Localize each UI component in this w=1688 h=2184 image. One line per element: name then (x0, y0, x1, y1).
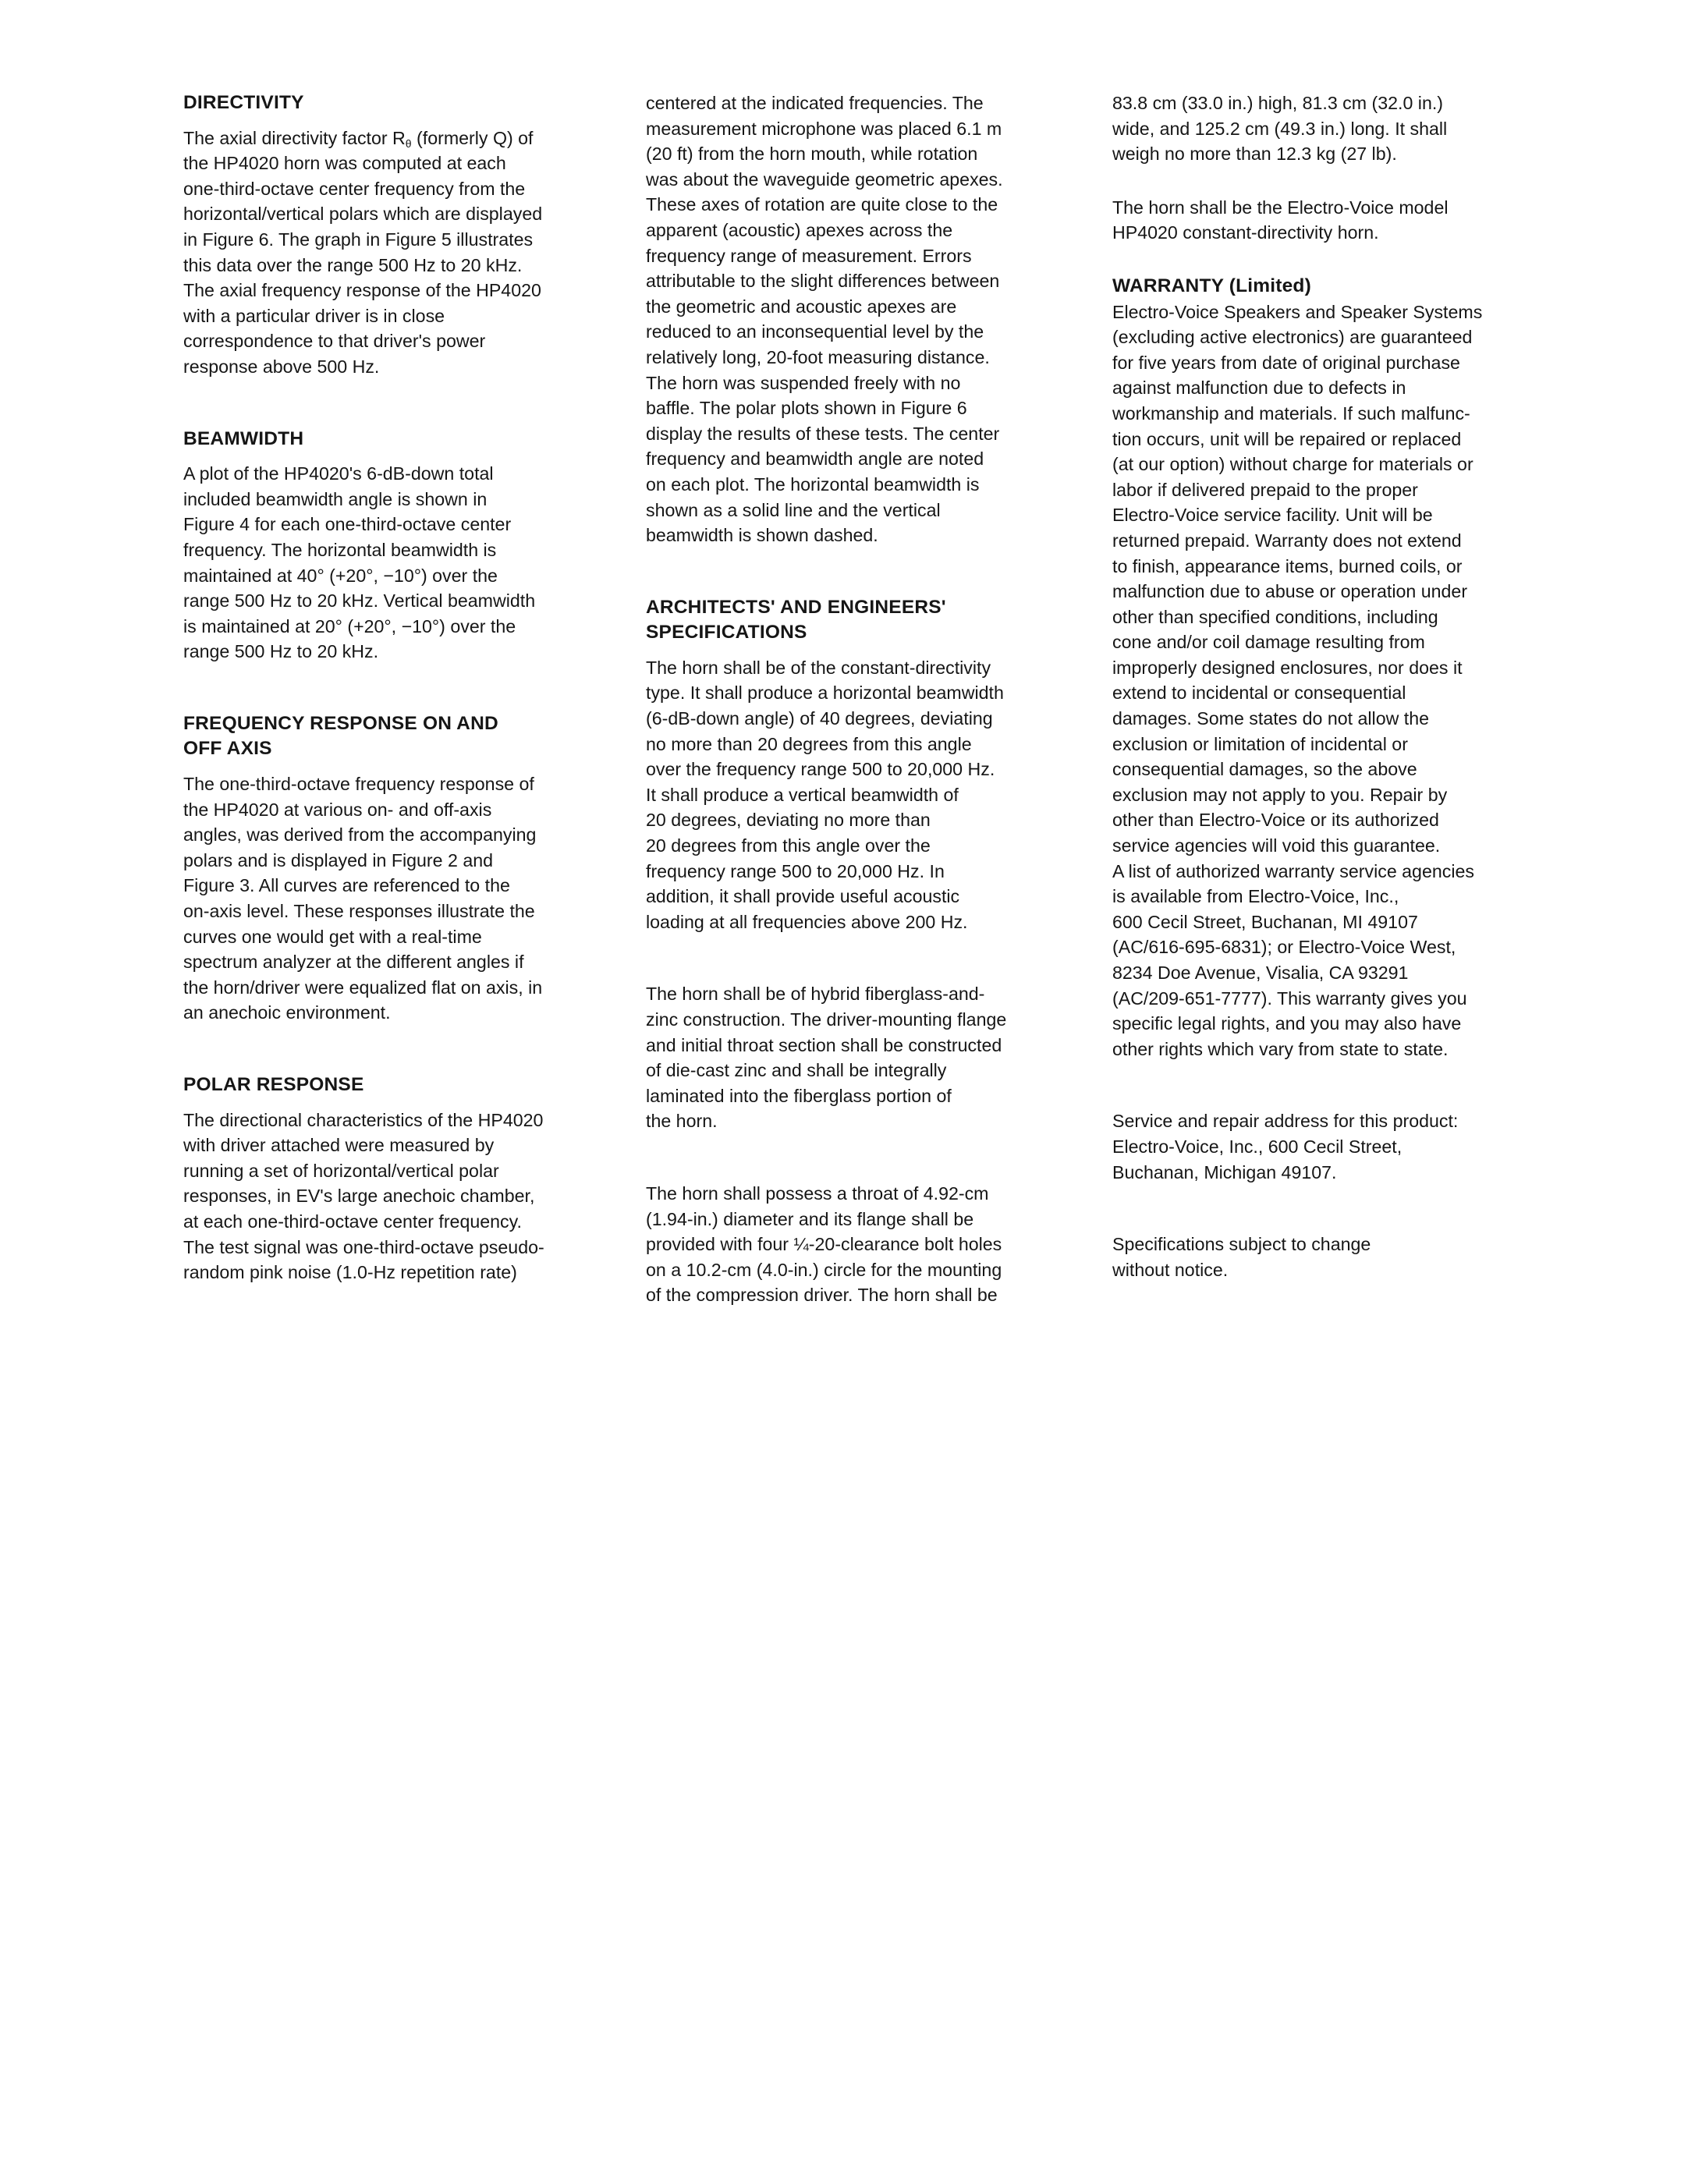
body-line: The horn shall be of the constant-directivity (646, 657, 991, 678)
body-line: beamwidth is shown dashed. (646, 525, 878, 546)
body-line: malfunction due to abuse or operation under (1112, 581, 1468, 602)
body-line: returned prepaid. Warranty does not extend (1112, 530, 1462, 551)
body-line: service agencies will void this guarantee. (1112, 835, 1441, 856)
body-line: on-axis level. These responses illustrate the (183, 901, 535, 922)
body-line: other than specified conditions, including (1112, 606, 1438, 627)
body-line: Figure 3. All curves are referenced to the (183, 875, 510, 896)
body-line: The horn shall possess a throat of 4.92-cm (646, 1182, 989, 1204)
body-line: The horn shall be the Electro-Voice model (1112, 197, 1449, 218)
column-1 (183, 90, 608, 1285)
body-line: polars and is displayed in Figure 2 and (183, 849, 494, 870)
body-line: type. It shall produce a horizontal beamwidth (646, 682, 1004, 704)
body-line: the horn/driver were equalized flat on axis, in (183, 977, 543, 998)
body-line: correspondence to that driver's power (183, 331, 486, 352)
body-line: consequential damages, so the above (1112, 759, 1417, 780)
body-line: the geometric and acoustic apexes are (646, 296, 957, 317)
body-line: cone and/or coil damage resulting from (1112, 632, 1425, 653)
body-line: on a 10.2-cm (4.0-in.) circle for the mounting (646, 1259, 1002, 1280)
body-line: range 500 Hz to 20 kHz. Vertical beamwidth (183, 590, 536, 612)
body-line: responses, in EV's large anechoic chamber, (183, 1186, 535, 1207)
body-line: with driver attached were measured by (183, 1135, 495, 1156)
section-service-address (1112, 1108, 1545, 1185)
body-line: The test signal was one-third-octave pseudo- (183, 1236, 544, 1257)
body-line: provided with four ¼-20-clearance bolt holes (646, 1234, 1002, 1255)
subscript-theta: θ (405, 136, 412, 150)
body-line: Electro-Voice Speakers and Speaker Systems (1112, 301, 1483, 322)
body-line: 20 degrees from this angle over the (646, 835, 931, 856)
body-line: weigh no more than 12.3 kg (27 lb). (1112, 144, 1397, 165)
body-line: to finish, appearance items, burned coils, or (1112, 555, 1463, 576)
body-line: against malfunction due to defects in (1112, 378, 1406, 399)
body-line: damages. Some states do not allow the (1112, 708, 1430, 729)
section-specifications-continued (1112, 90, 1545, 246)
body-line: laminated into the fiberglass portion of (646, 1085, 952, 1106)
body-line: the HP4020 at various on- and off-axis (183, 799, 492, 820)
body-line: spectrum analyzer at the different angles if (183, 952, 524, 973)
body-line: horizontal/vertical polars which are displayed (183, 204, 543, 225)
body-line: (6-dB-down angle) of 40 degrees, deviating (646, 708, 993, 729)
body-line: included beamwidth angle is shown in (183, 488, 488, 509)
body-line: response above 500 Hz. (183, 356, 380, 377)
body-line: curves one would get with a real-time (183, 926, 482, 947)
body-line: frequency range 500 to 20,000 Hz. In (646, 860, 945, 881)
heading-directivity: DIRECTIVITY (183, 92, 304, 113)
body-line: with a particular driver is in close (183, 305, 445, 326)
body-line: measurement microphone was placed 6.1 m (646, 118, 1002, 139)
heading-specifications-line2: SPECIFICATIONS (646, 622, 807, 644)
heading-frequency-response: FREQUENCY RESPONSE ON AND (183, 712, 498, 734)
body-line: addition, it shall provide useful acoustic (646, 886, 960, 907)
body-line: (AC/209-651-7777). This warranty gives you (1112, 987, 1467, 1009)
section-polar-response-continued (646, 90, 1079, 548)
body-line: (AC/616-695-6831); or Electro-Voice West, (1112, 937, 1456, 958)
body-line: was about the waveguide geometric apexes. (646, 168, 1003, 190)
body-line: relatively long, 20-foot measuring distance. (646, 346, 990, 367)
body-line: workmanship and materials. If such malfunc- (1112, 402, 1470, 424)
body-line: range 500 Hz to 20 kHz. (183, 641, 379, 662)
body-line: (1.94-in.) diameter and its flange shall be (646, 1208, 974, 1229)
body-line: reduced to an inconsequential level by the (646, 321, 984, 342)
body-line: an anechoic environment. (183, 1002, 391, 1023)
section-warranty (1112, 274, 1545, 1062)
heading-polar-response: POLAR RESPONSE (183, 1074, 364, 1095)
body-line: is maintained at 20° (+20°, −10°) over the (183, 615, 516, 636)
section-directivity (183, 90, 608, 380)
body-line: These axes of rotation are quite close to the (646, 194, 998, 215)
body-line: the HP4020 horn was computed at each (183, 153, 506, 174)
body-line: without notice. (1112, 1259, 1229, 1280)
body-line: (excluding active electronics) are guaranteed (1112, 327, 1473, 348)
body-line: baffle. The polar plots shown in Figure 6 (646, 398, 967, 419)
body-line: Electro-Voice, Inc., 600 Cecil Street, (1112, 1136, 1403, 1157)
body-line: labor if delivered prepaid to the proper (1112, 479, 1418, 500)
body-line: loading at all frequencies above 200 Hz. (646, 911, 968, 932)
body-line: 20 degrees, deviating no more than (646, 810, 931, 831)
body-line: of die-cast zinc and shall be integrally (646, 1060, 947, 1081)
heading-frequency-response-line2: OFF AXIS (183, 738, 272, 760)
body-line: HP4020 constant-directivity horn. (1112, 222, 1379, 243)
section-polar-response (183, 1072, 608, 1285)
body-line: 83.8 cm (33.0 in.) high, 81.3 cm (32.0 in.) (1112, 93, 1444, 113)
body-line: angles, was derived from the accompanying (183, 824, 537, 846)
body-line: 600 Cecil Street, Buchanan, MI 49107 (1112, 911, 1418, 932)
body-line: extend to incidental or consequential (1112, 682, 1406, 704)
heading-beamwidth: BEAMWIDTH (183, 427, 304, 449)
body-line: maintained at 40° (+20°, −10°) over the (183, 565, 498, 586)
body-line: (at our option) without charge for materials or (1112, 454, 1473, 475)
section-beamwidth (183, 427, 608, 665)
body-line: frequency. The horizontal beamwidth is (183, 539, 497, 560)
body-line: Service and repair address for this product: (1112, 1111, 1459, 1132)
body-line: random pink noise (1.0-Hz repetition rate) (183, 1262, 517, 1283)
body-line: The directional characteristics of the HP4020 (183, 1109, 544, 1130)
heading-warranty: WARRANTY (Limited) (1112, 275, 1311, 296)
body-line: for five years from date of original purchase (1112, 352, 1460, 373)
body-line: frequency range of measurement. Errors (646, 245, 972, 266)
body-line: wide, and 125.2 cm (49.3 in.) long. It shall (1112, 118, 1448, 139)
body-line: improperly designed enclosures, nor does it (1112, 657, 1463, 678)
body-line: (20 ft) from the horn mouth, while rotation (646, 144, 978, 165)
body-line: The one-third-octave frequency response of (183, 774, 534, 795)
body-line: over the frequency range 500 to 20,000 Hz. (646, 759, 995, 780)
body-line: Electro-Voice service facility. Unit will be (1112, 505, 1433, 526)
column-3 (1112, 90, 1545, 1282)
body-line: The axial frequency response of the HP4020 (183, 280, 541, 301)
body-line: The horn was suspended freely with no (646, 372, 961, 393)
body-line: other rights which vary from state to state. (1112, 1038, 1449, 1059)
column-2 (646, 90, 1079, 1308)
section-notice (1112, 1232, 1545, 1282)
body-line: The horn shall be of hybrid fiberglass-and- (646, 984, 985, 1005)
body-line: exclusion may not apply to you. Repair by (1112, 784, 1448, 805)
body-line: the horn. (646, 1111, 718, 1132)
body-line: running a set of horizontal/vertical polar (183, 1160, 499, 1181)
body-line: attributable to the slight differences between (646, 271, 1000, 292)
body-line: It shall produce a vertical beamwidth of (646, 784, 959, 805)
section-specifications (646, 595, 1079, 1308)
body-line: Specifications subject to change (1112, 1234, 1371, 1255)
body-line: other than Electro-Voice or its authorized (1112, 810, 1439, 831)
body-line: in Figure 6. The graph in Figure 5 illustrates (183, 229, 534, 250)
body-line: 8234 Doe Avenue, Visalia, CA 93291 (1112, 963, 1409, 983)
body-line: Buchanan, Michigan 49107. (1112, 1161, 1337, 1182)
body-line: A list of authorized warranty service agencies (1112, 860, 1474, 881)
body-line: exclusion or limitation of incidental or (1112, 733, 1408, 754)
body-line: at each one-third-octave center frequency. (183, 1211, 522, 1232)
body-line: on each plot. The horizontal beamwidth is (646, 473, 980, 495)
body-line: specific legal rights, and you may also have (1112, 1013, 1462, 1034)
body-line: and initial throat section shall be constructed (646, 1034, 1002, 1055)
heading-specifications: ARCHITECTS' AND ENGINEERS' (646, 596, 946, 618)
body-line: centered at the indicated frequencies. The (646, 93, 984, 113)
body-line: tion occurs, unit will be repaired or replaced (1112, 428, 1462, 449)
section-frequency-response (183, 711, 608, 1026)
body-line: one-third-octave center frequency from the (183, 178, 526, 199)
body-line: of the compression driver. The horn shall be (646, 1285, 998, 1306)
body-line: no more than 20 degrees from this angle (646, 733, 972, 754)
body-line: A plot of the HP4020's 6-dB-down total (183, 463, 494, 484)
body-line: shown as a solid line and the vertical (646, 499, 941, 520)
body-line: zinc construction. The driver-mounting flange (646, 1009, 1007, 1030)
body-line: is available from Electro-Voice, Inc., (1112, 886, 1399, 907)
body-line: The axial directivity factor $R_\theta$ (formerly Q) of (183, 127, 534, 150)
body-line: display the results of these tests. The center (646, 423, 1000, 444)
body-line: apparent (acoustic) apexes across the (646, 219, 953, 240)
body-line: frequency and beamwidth angle are noted (646, 448, 984, 470)
body-line: this data over the range 500 Hz to 20 kHz. (183, 254, 523, 275)
body-line: Figure 4 for each one-third-octave center (183, 514, 512, 535)
